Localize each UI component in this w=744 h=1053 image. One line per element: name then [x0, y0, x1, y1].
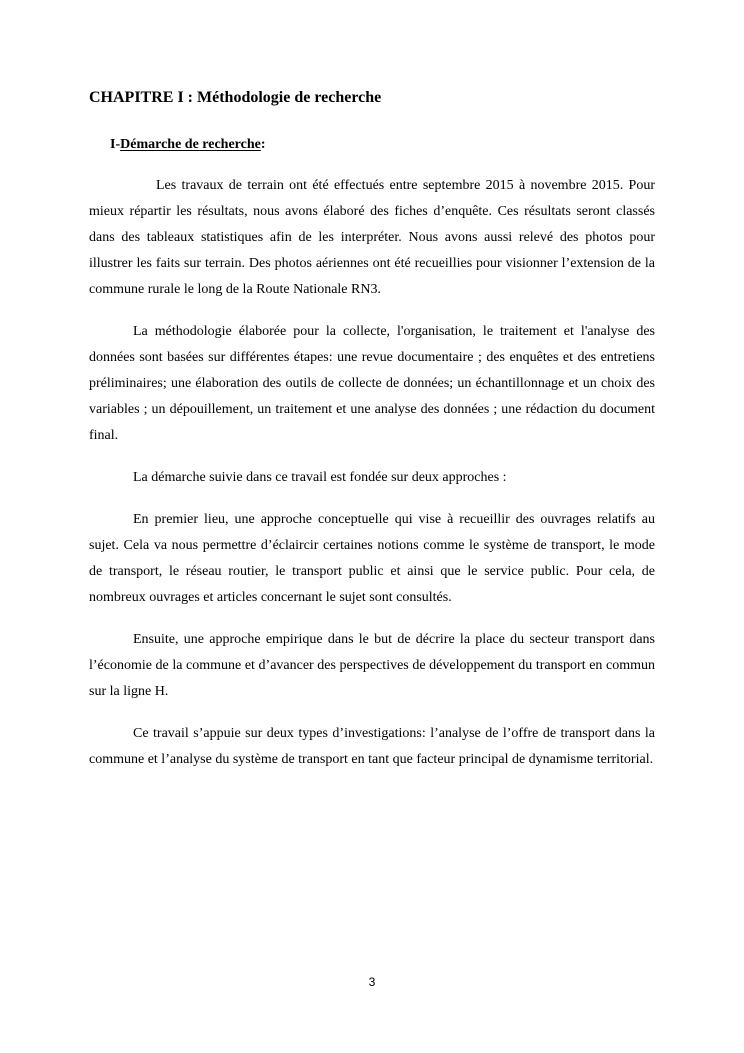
section-heading [110, 136, 266, 154]
chapter-title: CHAPITRE I : Méthodologie de recherche [89, 89, 382, 106]
paragraph-approaches-intro: La démarche suivie dans ce travail est fondée sur deux approches : [133, 470, 507, 485]
section-colon: : [260, 137, 266, 152]
paragraph-conceptual-approach: En premier lieu, une approche conceptuelle qui vise à recueillir des ouvrages relatifs au sujet. Cela va nous permettre d’éclaircir certaines notions comme le système de transport, le mode de transport, le réseau routier, le transport public et ainsi que le service public. Pour cela, de nombreux ouvrages et articles concernant le sujet sont consultés. [89, 512, 655, 605]
paragraph-investigations: Ce travail s’appuie sur deux types d’investigations: l’analyse de l’offre de transport dans la commune et l’analyse du système de transport en tant que facteur principal de dynamisme territorial. [89, 726, 655, 767]
paragraph-methodology: La méthodologie élaborée pour la collecte, l'organisation, le traitement et l'analyse des données sont basées sur différentes étapes: une revue documentaire ; des enquêtes et des entretiens préliminaires; une élaboration des outils de collecte de données; un échantillonnage et un choix des variables ; un dépouillement, un traitement et une analyse des données ; une rédaction du document final. [89, 324, 655, 443]
section-number: I- [110, 137, 121, 152]
page-number: 3 [368, 975, 376, 989]
section-title: Démarche de recherche [120, 137, 261, 152]
paragraph-empirical-approach: Ensuite, une approche empirique dans le but de décrire la place du secteur transport dans l’économie de la commune et d’avancer des perspectives de développement du transport en commun sur la ligne H. [89, 632, 655, 699]
body-text [89, 173, 655, 789]
paragraph-fieldwork: Les travaux de terrain ont été effectués entre septembre 2015 à novembre 2015. Pour mieux répartir les résultats, nous avons élaboré des fiches d’enquête. Ces résultats seront classés dans des tableaux statistiques afin de les interpréter. Nous avons aussi relevé des photos pour illustrer les faits sur terrain. Des photos aériennes ont été recueillies pour visionner l’extension de la commune rurale le long de la Route Nationale RN3. [89, 178, 655, 297]
